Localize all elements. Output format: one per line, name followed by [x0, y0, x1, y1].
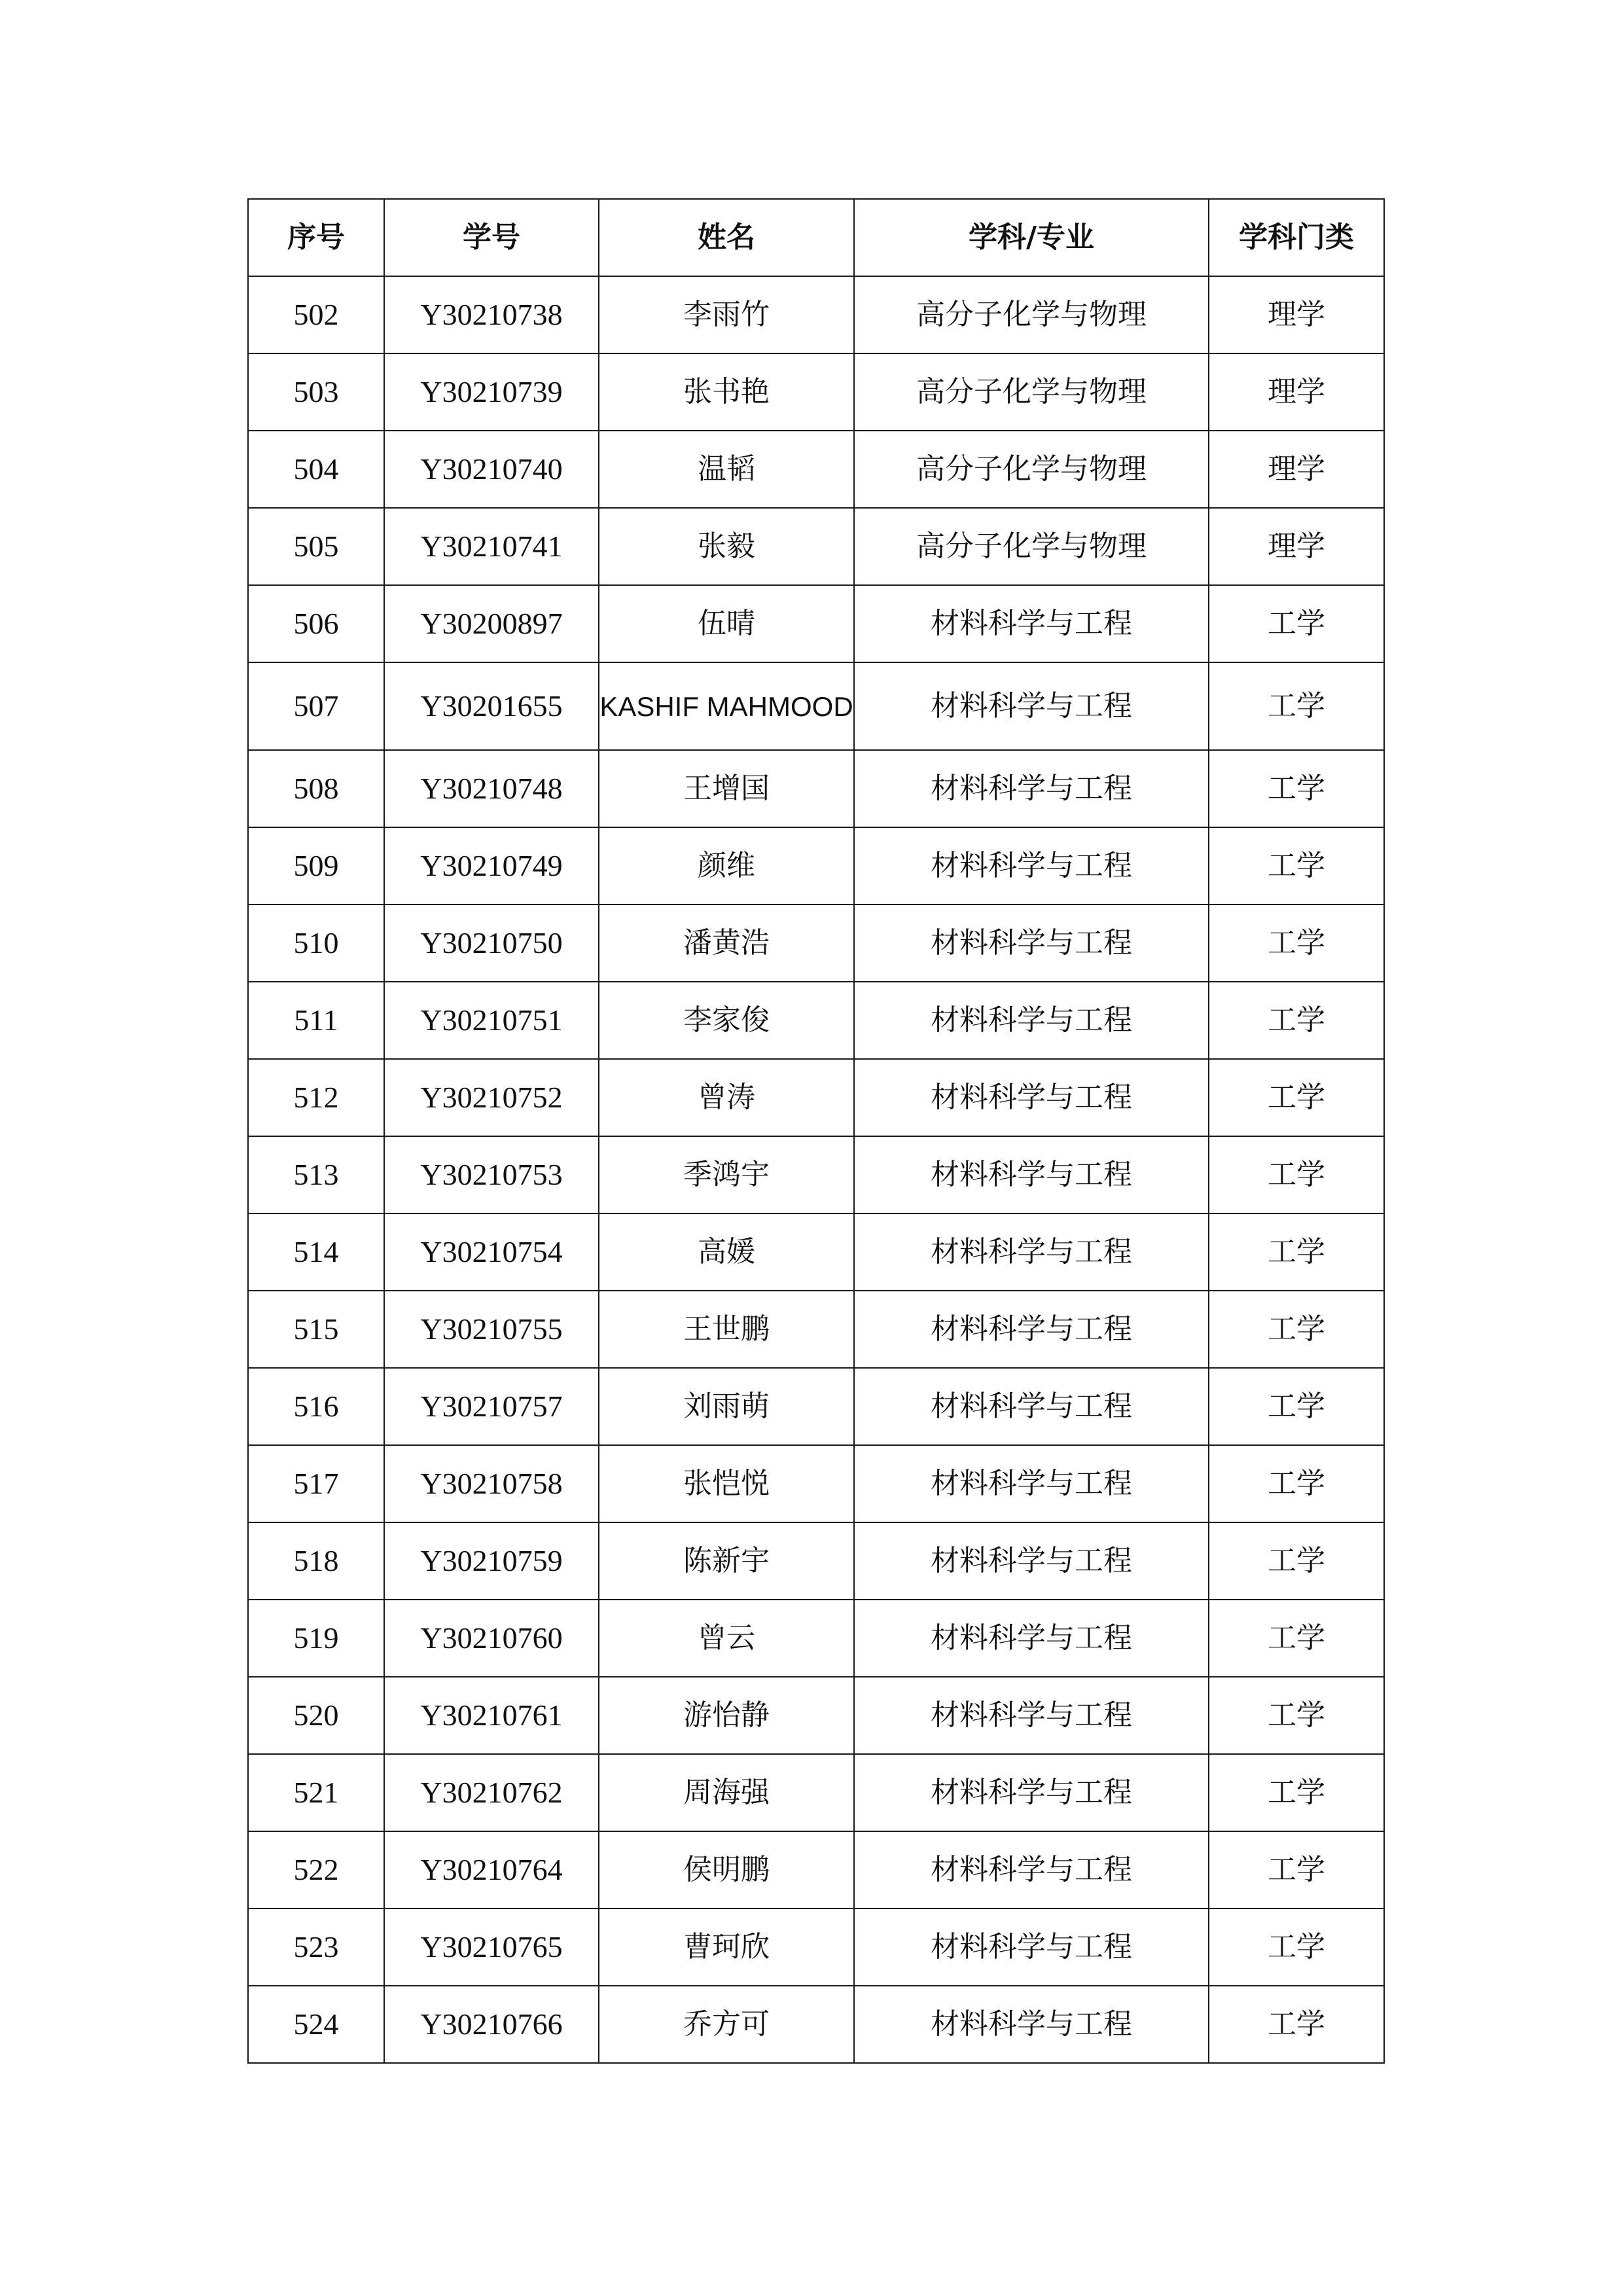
cell-student-id: Y30210752: [384, 1059, 599, 1136]
cell-category: 理学: [1209, 353, 1384, 431]
table-row: [248, 1213, 1384, 1291]
cell-major: 高分子化学与物理: [854, 431, 1209, 508]
cell-name: 伍晴: [599, 585, 854, 662]
cell-name: 王增国: [599, 750, 854, 827]
cell-major: 材料科学与工程: [854, 1059, 1209, 1136]
cell-major: 材料科学与工程: [854, 1831, 1209, 1909]
table-row: [248, 353, 1384, 431]
table-row: [248, 508, 1384, 585]
cell-name: KASHIF MAHMOOD: [599, 662, 854, 750]
cell-category: 理学: [1209, 508, 1384, 585]
cell-major: 材料科学与工程: [854, 905, 1209, 982]
table-row: [248, 982, 1384, 1059]
cell-student-id: Y30210761: [384, 1677, 599, 1754]
cell-serial-number: 522: [248, 1831, 384, 1909]
table-row: [248, 1986, 1384, 2063]
cell-category: 工学: [1209, 1291, 1384, 1368]
cell-serial-number: 523: [248, 1909, 384, 1986]
cell-major: 高分子化学与物理: [854, 508, 1209, 585]
cell-category: 工学: [1209, 905, 1384, 982]
cell-category: 工学: [1209, 1445, 1384, 1522]
cell-name: 张恺悦: [599, 1445, 854, 1522]
cell-student-id: Y30210758: [384, 1445, 599, 1522]
cell-serial-number: 518: [248, 1522, 384, 1600]
cell-serial-number: 521: [248, 1754, 384, 1831]
cell-major: 材料科学与工程: [854, 982, 1209, 1059]
cell-major: 材料科学与工程: [854, 662, 1209, 750]
cell-name: 游怡静: [599, 1677, 854, 1754]
cell-major: 材料科学与工程: [854, 1213, 1209, 1291]
cell-major: 材料科学与工程: [854, 1754, 1209, 1831]
table-row: [248, 1522, 1384, 1600]
cell-category: 工学: [1209, 1754, 1384, 1831]
cell-serial-number: 502: [248, 276, 384, 353]
cell-student-id: Y30210759: [384, 1522, 599, 1600]
cell-name: 颜维: [599, 827, 854, 905]
cell-major: 材料科学与工程: [854, 1368, 1209, 1445]
cell-category: 工学: [1209, 750, 1384, 827]
table-row: [248, 1754, 1384, 1831]
cell-name: 侯明鹏: [599, 1831, 854, 1909]
cell-name: 曾云: [599, 1600, 854, 1677]
cell-major: 材料科学与工程: [854, 1909, 1209, 1986]
cell-serial-number: 510: [248, 905, 384, 982]
table-row: [248, 1291, 1384, 1368]
cell-student-id: Y30210753: [384, 1136, 599, 1213]
cell-major: 材料科学与工程: [854, 750, 1209, 827]
cell-serial-number: 511: [248, 982, 384, 1059]
cell-major: 材料科学与工程: [854, 585, 1209, 662]
cell-major: 材料科学与工程: [854, 1677, 1209, 1754]
cell-name: 王世鹏: [599, 1291, 854, 1368]
cell-serial-number: 519: [248, 1600, 384, 1677]
cell-name: 张毅: [599, 508, 854, 585]
cell-name: 乔方可: [599, 1986, 854, 2063]
cell-major: 高分子化学与物理: [854, 353, 1209, 431]
cell-student-id: Y30210740: [384, 431, 599, 508]
header-student-id: 学号: [384, 199, 599, 276]
cell-name: 曹珂欣: [599, 1909, 854, 1986]
cell-student-id: Y30210748: [384, 750, 599, 827]
cell-student-id: Y30210738: [384, 276, 599, 353]
cell-category: 工学: [1209, 662, 1384, 750]
cell-serial-number: 514: [248, 1213, 384, 1291]
cell-student-id: Y30200897: [384, 585, 599, 662]
cell-serial-number: 506: [248, 585, 384, 662]
table-row: [248, 1831, 1384, 1909]
table-row: [248, 905, 1384, 982]
cell-name: 曾涛: [599, 1059, 854, 1136]
cell-student-id: Y30210766: [384, 1986, 599, 2063]
header-row: [248, 199, 1384, 276]
cell-major: 高分子化学与物理: [854, 276, 1209, 353]
cell-major: 材料科学与工程: [854, 1291, 1209, 1368]
cell-student-id: Y30210754: [384, 1213, 599, 1291]
header-major: 学科/专业: [854, 199, 1209, 276]
table-row: [248, 585, 1384, 662]
cell-serial-number: 517: [248, 1445, 384, 1522]
cell-category: 理学: [1209, 431, 1384, 508]
header-category: 学科门类: [1209, 199, 1384, 276]
cell-serial-number: 504: [248, 431, 384, 508]
cell-serial-number: 503: [248, 353, 384, 431]
table-body: [248, 276, 1384, 2063]
cell-category: 工学: [1209, 827, 1384, 905]
cell-student-id: Y30210741: [384, 508, 599, 585]
table-row: [248, 1136, 1384, 1213]
cell-name: 陈新宇: [599, 1522, 854, 1600]
cell-name: 潘黄浩: [599, 905, 854, 982]
cell-serial-number: 520: [248, 1677, 384, 1754]
table-header: [248, 199, 1384, 276]
cell-category: 工学: [1209, 1986, 1384, 2063]
cell-name: 刘雨萌: [599, 1368, 854, 1445]
cell-student-id: Y30210765: [384, 1909, 599, 1986]
table-row: [248, 1677, 1384, 1754]
student-roster-table: [247, 198, 1385, 2064]
cell-category: 工学: [1209, 1213, 1384, 1291]
table-row: [248, 662, 1384, 750]
cell-name: 李家俊: [599, 982, 854, 1059]
cell-student-id: Y30210760: [384, 1600, 599, 1677]
cell-serial-number: 508: [248, 750, 384, 827]
cell-student-id: Y30210751: [384, 982, 599, 1059]
header-name: 姓名: [599, 199, 854, 276]
cell-name: 周海强: [599, 1754, 854, 1831]
cell-serial-number: 507: [248, 662, 384, 750]
cell-name: 季鸿宇: [599, 1136, 854, 1213]
cell-category: 工学: [1209, 1136, 1384, 1213]
cell-name: 李雨竹: [599, 276, 854, 353]
cell-category: 工学: [1209, 982, 1384, 1059]
cell-serial-number: 513: [248, 1136, 384, 1213]
cell-serial-number: 516: [248, 1368, 384, 1445]
cell-serial-number: 505: [248, 508, 384, 585]
cell-major: 材料科学与工程: [854, 827, 1209, 905]
cell-major: 材料科学与工程: [854, 1136, 1209, 1213]
table-row: [248, 1368, 1384, 1445]
table-row: [248, 1909, 1384, 1986]
table-row: [248, 1600, 1384, 1677]
cell-serial-number: 512: [248, 1059, 384, 1136]
cell-name: 高媛: [599, 1213, 854, 1291]
table-row: [248, 1445, 1384, 1522]
cell-student-id: Y30201655: [384, 662, 599, 750]
table-row: [248, 750, 1384, 827]
cell-category: 工学: [1209, 585, 1384, 662]
cell-student-id: Y30210764: [384, 1831, 599, 1909]
cell-student-id: Y30210762: [384, 1754, 599, 1831]
cell-major: 材料科学与工程: [854, 1986, 1209, 2063]
table-row: [248, 827, 1384, 905]
cell-category: 工学: [1209, 1522, 1384, 1600]
cell-student-id: Y30210739: [384, 353, 599, 431]
cell-category: 工学: [1209, 1600, 1384, 1677]
cell-major: 材料科学与工程: [854, 1445, 1209, 1522]
cell-category: 工学: [1209, 1368, 1384, 1445]
cell-category: 工学: [1209, 1909, 1384, 1986]
cell-category: 工学: [1209, 1677, 1384, 1754]
table-row: [248, 276, 1384, 353]
cell-student-id: Y30210750: [384, 905, 599, 982]
cell-major: 材料科学与工程: [854, 1600, 1209, 1677]
cell-name: 温韬: [599, 431, 854, 508]
cell-serial-number: 515: [248, 1291, 384, 1368]
header-serial-number: 序号: [248, 199, 384, 276]
cell-category: 工学: [1209, 1059, 1384, 1136]
cell-student-id: Y30210757: [384, 1368, 599, 1445]
table-row: [248, 431, 1384, 508]
table-row: [248, 1059, 1384, 1136]
cell-student-id: Y30210749: [384, 827, 599, 905]
cell-category: 理学: [1209, 276, 1384, 353]
cell-category: 工学: [1209, 1831, 1384, 1909]
cell-major: 材料科学与工程: [854, 1522, 1209, 1600]
cell-serial-number: 524: [248, 1986, 384, 2063]
cell-name: 张书艳: [599, 353, 854, 431]
cell-student-id: Y30210755: [384, 1291, 599, 1368]
cell-serial-number: 509: [248, 827, 384, 905]
